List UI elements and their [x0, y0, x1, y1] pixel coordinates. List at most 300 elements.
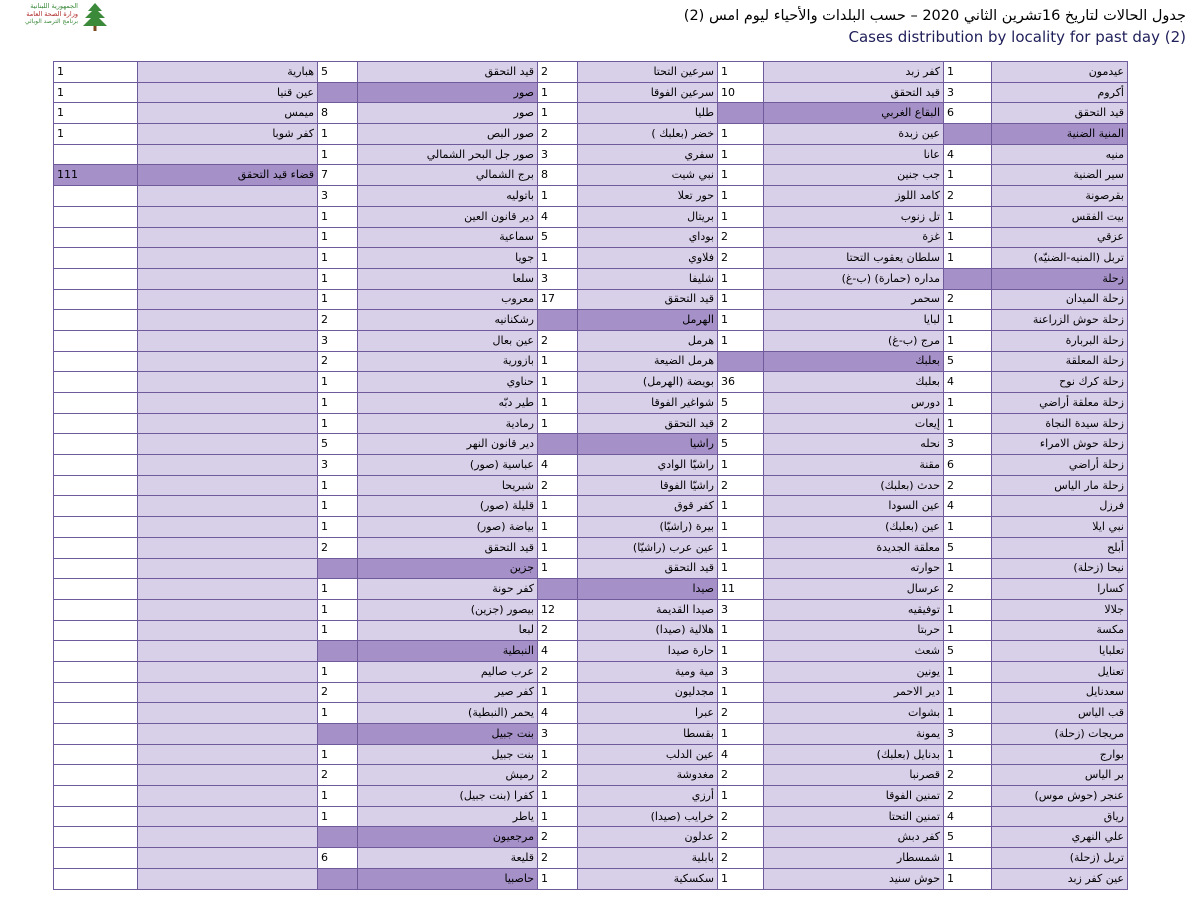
- case-count-cell: 2: [718, 475, 764, 496]
- table-row: [54, 765, 1128, 786]
- locality-name-cell: مقنة: [764, 455, 944, 476]
- case-count-cell: [54, 268, 138, 289]
- locality-name-cell: مداره (حمارة) (ب-غ): [764, 268, 944, 289]
- district-header-cell: البقاع الغربي: [764, 103, 944, 124]
- locality-name-cell: أكروم: [992, 82, 1128, 103]
- case-count-cell: 1: [538, 496, 578, 517]
- locality-name-cell: [138, 434, 318, 455]
- locality-name-cell: توفيقيه: [764, 599, 944, 620]
- case-count-cell: 11: [718, 579, 764, 600]
- case-count-cell: [54, 496, 138, 517]
- locality-name-cell: عدلون: [578, 827, 718, 848]
- case-count-cell: [54, 517, 138, 538]
- case-count-cell: 1: [718, 330, 764, 351]
- locality-name-cell: [138, 144, 318, 165]
- case-count-cell: 1: [318, 599, 358, 620]
- case-count-cell: 1: [718, 724, 764, 745]
- case-count-cell: 1: [944, 661, 992, 682]
- table-row: [54, 806, 1128, 827]
- locality-name-cell: جلالا: [992, 599, 1128, 620]
- district-header-cell: الهرمل: [578, 310, 718, 331]
- case-count-cell: 1: [718, 206, 764, 227]
- district-header-cell: زحلة: [992, 268, 1128, 289]
- locality-name-cell: شليفا: [578, 268, 718, 289]
- locality-name-cell: لبعا: [358, 620, 538, 641]
- case-count-cell: 2: [944, 765, 992, 786]
- case-count-cell: 1: [538, 517, 578, 538]
- locality-name-cell: كفر حونة: [358, 579, 538, 600]
- locality-name-cell: [138, 827, 318, 848]
- case-count-cell: 7: [318, 165, 358, 186]
- case-count-cell: 1: [944, 848, 992, 869]
- locality-name-cell: عين قنيا: [138, 82, 318, 103]
- locality-name-cell: عين عرب (راشيّا): [578, 537, 718, 558]
- locality-name-cell: سير الضنية: [992, 165, 1128, 186]
- case-count-cell: 1: [318, 786, 358, 807]
- case-count-cell: 2: [538, 124, 578, 145]
- case-count-cell: [54, 144, 138, 165]
- locality-name-cell: هلالية (صيدا): [578, 620, 718, 641]
- case-count-cell: 1: [944, 517, 992, 538]
- locality-name-cell: رميش: [358, 765, 538, 786]
- district-header-cell: راشيا: [578, 434, 718, 455]
- locality-name-cell: [138, 599, 318, 620]
- locality-name-cell: [138, 744, 318, 765]
- table-row: [54, 82, 1128, 103]
- table-row: [54, 848, 1128, 869]
- locality-name-cell: قب الياس: [992, 703, 1128, 724]
- case-count-cell: 1: [718, 455, 764, 476]
- locality-name-cell: سلعا: [358, 268, 538, 289]
- locality-name-cell: زحلة مار الياس: [992, 475, 1128, 496]
- locality-name-cell: عين السودا: [764, 496, 944, 517]
- locality-name-cell: تل زنوب: [764, 206, 944, 227]
- case-count-cell: 1: [54, 82, 138, 103]
- case-count-cell: [54, 765, 138, 786]
- table-row: [54, 868, 1128, 889]
- case-count-cell: 36: [718, 372, 764, 393]
- locality-name-cell: عزقي: [992, 227, 1128, 248]
- case-count-cell: 1: [318, 661, 358, 682]
- case-count-cell: [318, 558, 358, 579]
- case-count-cell: 8: [318, 103, 358, 124]
- locality-name-cell: عين (بعلبك): [764, 517, 944, 538]
- case-count-cell: 2: [318, 310, 358, 331]
- locality-name-cell: معلقة الجديدة: [764, 537, 944, 558]
- locality-name-cell: قليعة: [358, 848, 538, 869]
- case-count-cell: 2: [538, 765, 578, 786]
- case-count-cell: [318, 724, 358, 745]
- district-header-cell: جزين: [358, 558, 538, 579]
- case-count-cell: 1: [318, 289, 358, 310]
- case-count-cell: 1: [718, 268, 764, 289]
- case-count-cell: 1: [718, 165, 764, 186]
- locality-name-cell: جب جنين: [764, 165, 944, 186]
- locality-name-cell: [138, 724, 318, 745]
- table-row: [54, 620, 1128, 641]
- case-count-cell: 5: [318, 434, 358, 455]
- locality-name-cell: عباسية (صور): [358, 455, 538, 476]
- case-count-cell: 1: [318, 517, 358, 538]
- locality-name-cell: دير قانون العين: [358, 206, 538, 227]
- page-title-arabic: جدول الحالات لتاريخ 16تشرين الثاني 2020 – حسب البلدات والأحياء ليوم امس (2): [683, 8, 1186, 24]
- case-count-cell: [54, 806, 138, 827]
- case-count-cell: 1: [944, 703, 992, 724]
- locality-name-cell: عرب صاليم: [358, 661, 538, 682]
- locality-name-cell: خرايب (صيدا): [578, 806, 718, 827]
- case-count-cell: [54, 641, 138, 662]
- case-count-cell: 4: [538, 641, 578, 662]
- case-count-cell: 1: [538, 558, 578, 579]
- case-count-cell: 1: [318, 248, 358, 269]
- case-count-cell: 1: [538, 372, 578, 393]
- case-count-cell: 2: [318, 351, 358, 372]
- case-count-cell: 1: [538, 413, 578, 434]
- locality-name-cell: كفرا (بنت جبيل): [358, 786, 538, 807]
- locality-name-cell: قيد التحقق: [578, 289, 718, 310]
- case-count-cell: 2: [538, 848, 578, 869]
- case-count-cell: 1: [944, 599, 992, 620]
- case-count-cell: [54, 868, 138, 889]
- locality-name-cell: معروب: [358, 289, 538, 310]
- table-row: [54, 62, 1128, 83]
- table-row: [54, 124, 1128, 145]
- table-row: [54, 558, 1128, 579]
- district-header-cell: المنية الضنية: [992, 124, 1128, 145]
- case-count-cell: [538, 434, 578, 455]
- table-row: [54, 537, 1128, 558]
- locality-name-cell: جويا: [358, 248, 538, 269]
- locality-name-cell: بيرة (راشيّا): [578, 517, 718, 538]
- locality-name-cell: قيد التحقق: [764, 82, 944, 103]
- case-count-cell: 3: [944, 434, 992, 455]
- case-count-cell: 1: [718, 186, 764, 207]
- case-count-cell: 1: [538, 806, 578, 827]
- locality-name-cell: هبارية: [138, 62, 318, 83]
- locality-name-cell: مجدليون: [578, 682, 718, 703]
- table-row: [54, 475, 1128, 496]
- locality-name-cell: كفر شوبا: [138, 124, 318, 145]
- case-count-cell: 1: [318, 413, 358, 434]
- case-count-cell: [54, 703, 138, 724]
- locality-name-cell: بوداي: [578, 227, 718, 248]
- case-count-cell: 1: [538, 537, 578, 558]
- case-count-cell: 1: [318, 744, 358, 765]
- locality-name-cell: مرج (ب-غ): [764, 330, 944, 351]
- locality-name-cell: تعلبايا: [992, 641, 1128, 662]
- locality-name-cell: منيه: [992, 144, 1128, 165]
- locality-name-cell: [138, 537, 318, 558]
- table-row: [54, 186, 1128, 207]
- locality-name-cell: عين كفر زبد: [992, 868, 1128, 889]
- case-count-cell: [54, 393, 138, 414]
- case-count-cell: 4: [538, 455, 578, 476]
- locality-name-cell: حربتا: [764, 620, 944, 641]
- table-row: [54, 268, 1128, 289]
- case-count-cell: 3: [538, 144, 578, 165]
- locality-name-cell: كسارا: [992, 579, 1128, 600]
- case-count-cell: 1: [538, 744, 578, 765]
- case-count-cell: 4: [944, 144, 992, 165]
- locality-name-cell: عرسال: [764, 579, 944, 600]
- locality-name-cell: رمادية: [358, 413, 538, 434]
- locality-name-cell: زحلة حوش الزراعنة: [992, 310, 1128, 331]
- locality-name-cell: حوش سنيد: [764, 868, 944, 889]
- table-row: [54, 165, 1128, 186]
- locality-name-cell: كفر قوق: [578, 496, 718, 517]
- logo-line-1: الجمهورية اللبنانية: [30, 2, 78, 10]
- case-count-cell: 1: [718, 558, 764, 579]
- case-count-cell: 5: [944, 537, 992, 558]
- case-count-cell: 2: [538, 827, 578, 848]
- table-row: [54, 744, 1128, 765]
- case-count-cell: [54, 372, 138, 393]
- locality-name-cell: عنجر (حوش موس): [992, 786, 1128, 807]
- locality-name-cell: زحلة معلقة أراضي: [992, 393, 1128, 414]
- case-count-cell: 2: [718, 827, 764, 848]
- locality-name-cell: بويضة (الهرمل): [578, 372, 718, 393]
- case-count-cell: [318, 868, 358, 889]
- locality-name-cell: خضر (بعلبك ): [578, 124, 718, 145]
- locality-name-cell: [138, 186, 318, 207]
- case-count-cell: [318, 641, 358, 662]
- case-count-cell: 1: [318, 806, 358, 827]
- locality-name-cell: يحمر (النبطية): [358, 703, 538, 724]
- case-count-cell: [54, 475, 138, 496]
- locality-name-cell: [138, 579, 318, 600]
- locality-name-cell: أبلح: [992, 537, 1128, 558]
- case-count-cell: 3: [538, 268, 578, 289]
- locality-name-cell: سكسكية: [578, 868, 718, 889]
- case-count-cell: 111: [54, 165, 138, 186]
- table-row: [54, 724, 1128, 745]
- case-count-cell: 1: [944, 227, 992, 248]
- case-count-cell: 1: [718, 682, 764, 703]
- locality-name-cell: سحمر: [764, 289, 944, 310]
- case-count-cell: 1: [318, 393, 358, 414]
- locality-name-cell: زحلة كرك نوح: [992, 372, 1128, 393]
- case-count-cell: 1: [54, 124, 138, 145]
- case-count-cell: 1: [54, 62, 138, 83]
- locality-name-cell: حارة صيدا: [578, 641, 718, 662]
- case-count-cell: 12: [538, 599, 578, 620]
- logo-line-2: وزارة الصحة العامة: [26, 10, 78, 18]
- case-count-cell: 1: [944, 62, 992, 83]
- locality-name-cell: فرزل: [992, 496, 1128, 517]
- locality-name-cell: [138, 641, 318, 662]
- page-title-english: Cases distribution by locality for past day (2): [848, 28, 1186, 46]
- case-count-cell: 1: [944, 868, 992, 889]
- locality-name-cell: رياق: [992, 806, 1128, 827]
- table-row: [54, 144, 1128, 165]
- table-row: [54, 330, 1128, 351]
- locality-name-cell: [138, 330, 318, 351]
- case-count-cell: 1: [944, 330, 992, 351]
- locality-name-cell: سماعية: [358, 227, 538, 248]
- case-count-cell: 5: [944, 827, 992, 848]
- locality-name-cell: طليا: [578, 103, 718, 124]
- case-count-cell: 1: [718, 310, 764, 331]
- case-count-cell: 1: [944, 413, 992, 434]
- logo-line-3: برنامج الترصد الوبائي: [24, 18, 78, 25]
- locality-name-cell: دير الاحمر: [764, 682, 944, 703]
- locality-name-cell: شبريحا: [358, 475, 538, 496]
- locality-name-cell: بدنايل (بعلبك): [764, 744, 944, 765]
- case-count-cell: 10: [718, 82, 764, 103]
- case-count-cell: 3: [718, 599, 764, 620]
- case-count-cell: 8: [538, 165, 578, 186]
- case-count-cell: 1: [944, 310, 992, 331]
- case-count-cell: 1: [318, 124, 358, 145]
- case-count-cell: 1: [318, 620, 358, 641]
- case-count-cell: 5: [718, 434, 764, 455]
- case-count-cell: 1: [718, 289, 764, 310]
- table-row: [54, 289, 1128, 310]
- case-count-cell: 2: [944, 579, 992, 600]
- case-count-cell: 6: [944, 455, 992, 476]
- case-count-cell: 2: [718, 806, 764, 827]
- case-count-cell: 4: [944, 372, 992, 393]
- locality-name-cell: [138, 620, 318, 641]
- locality-name-cell: بازورية: [358, 351, 538, 372]
- case-count-cell: [54, 682, 138, 703]
- case-count-cell: 3: [944, 82, 992, 103]
- locality-name-cell: سرعين الفوقا: [578, 82, 718, 103]
- locality-name-cell: بيت الفقس: [992, 206, 1128, 227]
- case-count-cell: [54, 206, 138, 227]
- case-count-cell: 1: [944, 393, 992, 414]
- locality-name-cell: [138, 786, 318, 807]
- case-count-cell: 1: [944, 248, 992, 269]
- case-count-cell: 2: [538, 475, 578, 496]
- case-count-cell: [538, 310, 578, 331]
- case-count-cell: 2: [718, 848, 764, 869]
- locality-name-cell: راشيّا الوادي: [578, 455, 718, 476]
- case-count-cell: 2: [944, 475, 992, 496]
- locality-name-cell: [138, 227, 318, 248]
- locality-name-cell: نبي شيت: [578, 165, 718, 186]
- case-count-cell: 2: [318, 537, 358, 558]
- case-count-cell: 1: [538, 103, 578, 124]
- case-count-cell: 1: [318, 475, 358, 496]
- locality-name-cell: تربل (المنيه-الضنيّه): [992, 248, 1128, 269]
- case-count-cell: [54, 724, 138, 745]
- case-count-cell: 6: [318, 848, 358, 869]
- locality-name-cell: بيصور (جزين): [358, 599, 538, 620]
- locality-name-cell: بوارج: [992, 744, 1128, 765]
- locality-name-cell: أرزي: [578, 786, 718, 807]
- locality-name-cell: شمسطار: [764, 848, 944, 869]
- case-count-cell: 1: [318, 579, 358, 600]
- case-count-cell: 1: [538, 682, 578, 703]
- locality-name-cell: زحلة حوش الامراء: [992, 434, 1128, 455]
- table-row: [54, 641, 1128, 662]
- table-row: [54, 786, 1128, 807]
- case-count-cell: 1: [54, 103, 138, 124]
- case-count-cell: 5: [538, 227, 578, 248]
- table-row: [54, 827, 1128, 848]
- case-count-cell: 3: [318, 186, 358, 207]
- case-count-cell: [54, 537, 138, 558]
- case-count-cell: [318, 82, 358, 103]
- table-row: [54, 579, 1128, 600]
- locality-name-cell: فلاوي: [578, 248, 718, 269]
- case-count-cell: [54, 558, 138, 579]
- case-count-cell: 1: [538, 82, 578, 103]
- locality-name-cell: صور البص: [358, 124, 538, 145]
- case-count-cell: 1: [538, 393, 578, 414]
- locality-name-cell: ميمس: [138, 103, 318, 124]
- case-count-cell: [54, 413, 138, 434]
- case-count-cell: 1: [718, 124, 764, 145]
- case-count-cell: 3: [944, 724, 992, 745]
- locality-name-cell: زحلة أراضي: [992, 455, 1128, 476]
- case-count-cell: 2: [718, 413, 764, 434]
- locality-name-cell: [138, 372, 318, 393]
- district-header-cell: صيدا: [578, 579, 718, 600]
- locality-name-cell: عين زبدة: [764, 124, 944, 145]
- locality-name-cell: [138, 765, 318, 786]
- case-count-cell: 1: [718, 620, 764, 641]
- locality-name-cell: قيد التحقق: [578, 413, 718, 434]
- table-row: [54, 517, 1128, 538]
- locality-name-cell: [138, 848, 318, 869]
- case-count-cell: [318, 827, 358, 848]
- case-count-cell: 1: [718, 786, 764, 807]
- case-count-cell: 2: [318, 765, 358, 786]
- logo-text: [8, 2, 78, 26]
- case-count-cell: [54, 827, 138, 848]
- locality-name-cell: كفر دبش: [764, 827, 944, 848]
- table-row: [54, 703, 1128, 724]
- locality-name-cell: قصرنبا: [764, 765, 944, 786]
- case-count-cell: 1: [944, 558, 992, 579]
- case-count-cell: 2: [538, 62, 578, 83]
- locality-name-cell: [138, 455, 318, 476]
- ministry-logo: [8, 2, 108, 32]
- locality-name-cell: مية ومية: [578, 661, 718, 682]
- case-count-cell: 2: [538, 330, 578, 351]
- locality-name-cell: نيحا (زحلة): [992, 558, 1128, 579]
- cedar-icon: [82, 2, 108, 32]
- case-count-cell: [54, 599, 138, 620]
- case-count-cell: 4: [538, 703, 578, 724]
- locality-name-cell: [138, 413, 318, 434]
- locality-name-cell: سفري: [578, 144, 718, 165]
- locality-name-cell: حوارته: [764, 558, 944, 579]
- locality-name-cell: دورس: [764, 393, 944, 414]
- locality-name-cell: غزة: [764, 227, 944, 248]
- table-row: [54, 661, 1128, 682]
- table-row: [54, 227, 1128, 248]
- locality-name-cell: [138, 351, 318, 372]
- table-row: [54, 413, 1128, 434]
- case-count-cell: 4: [944, 496, 992, 517]
- locality-name-cell: تمنين التحتا: [764, 806, 944, 827]
- case-count-cell: 3: [318, 330, 358, 351]
- table-row: [54, 351, 1128, 372]
- table-row: [54, 496, 1128, 517]
- locality-name-cell: سعدنايل: [992, 682, 1128, 703]
- locality-name-cell: [138, 268, 318, 289]
- table-row: [54, 434, 1128, 455]
- case-count-cell: [54, 186, 138, 207]
- locality-name-cell: زحلة المعلقة: [992, 351, 1128, 372]
- locality-name-cell: [138, 661, 318, 682]
- case-count-cell: 1: [318, 227, 358, 248]
- locality-name-cell: [138, 496, 318, 517]
- case-count-cell: 17: [538, 289, 578, 310]
